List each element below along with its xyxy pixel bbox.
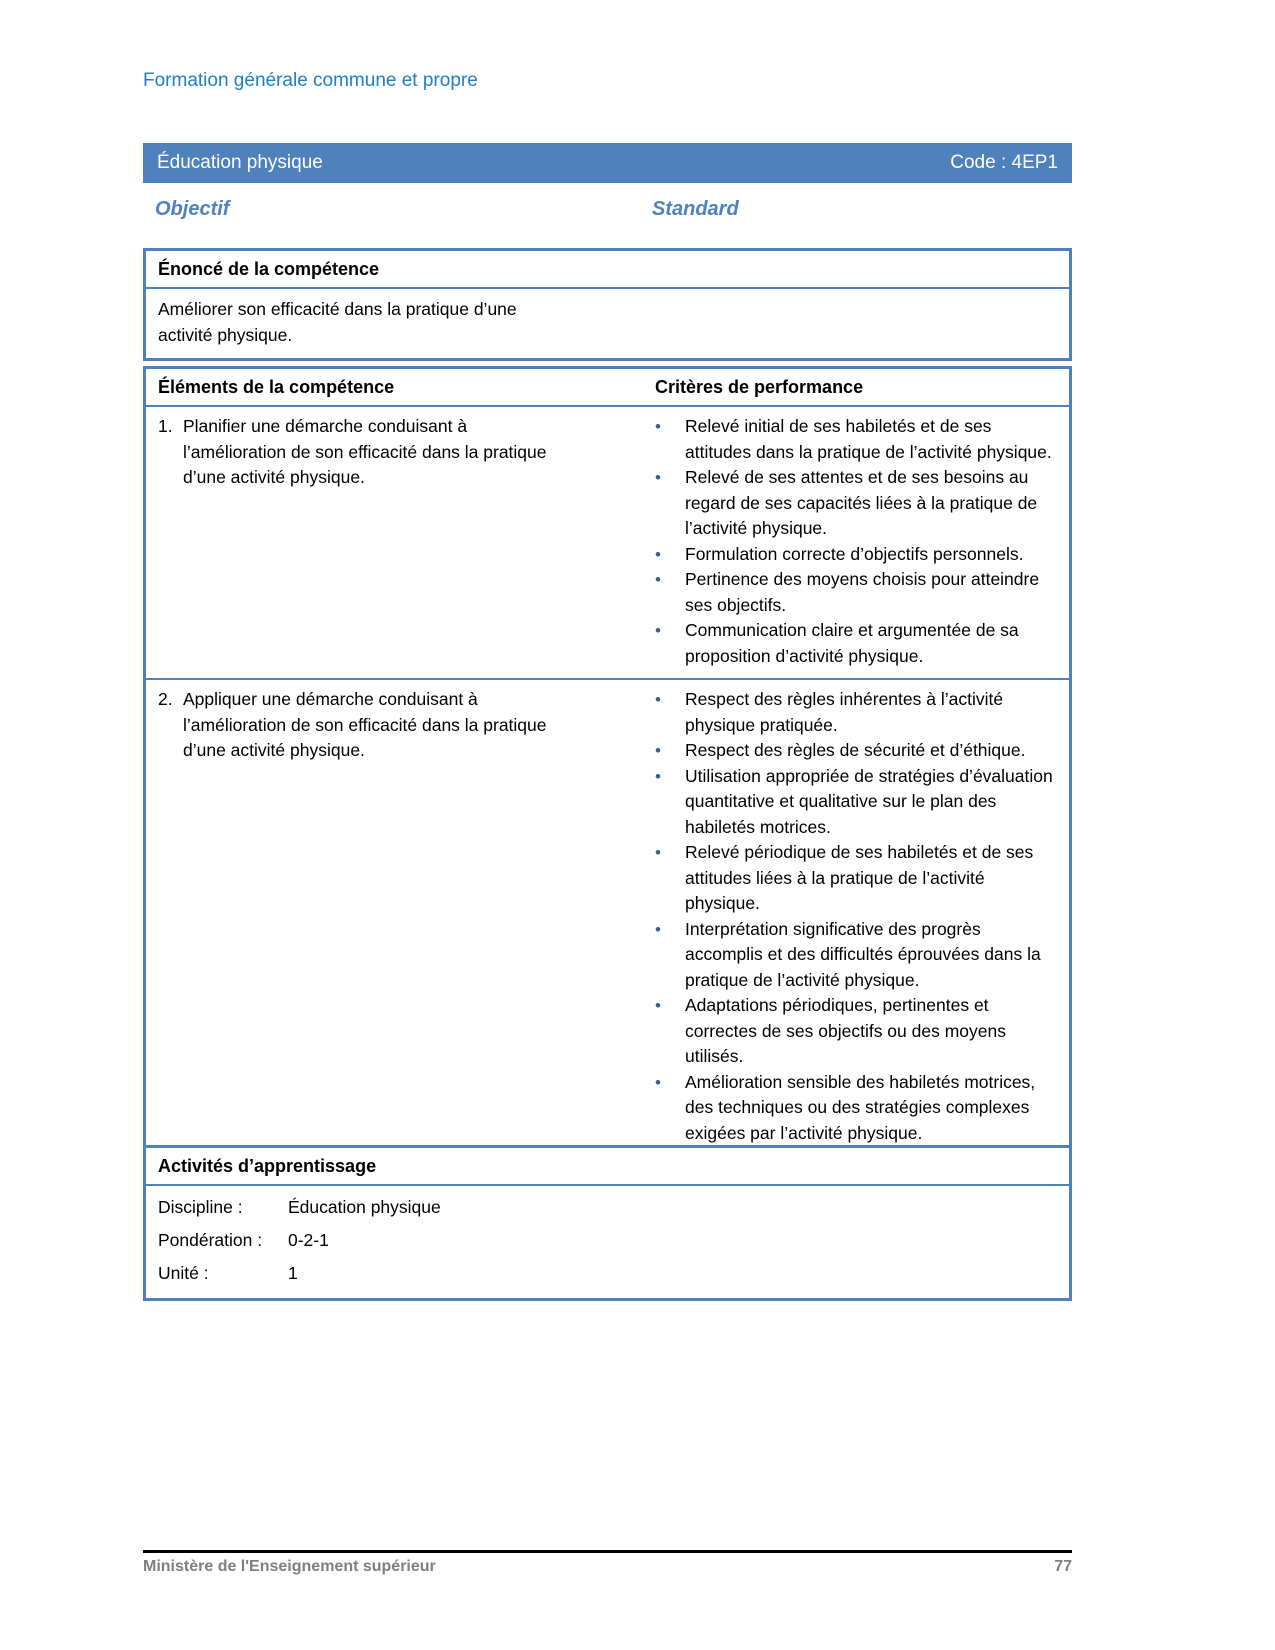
- criteria-item: [655, 840, 1063, 917]
- criteria-text: Formulation correcte d’objectifs personnels.: [685, 543, 1024, 564]
- element-text: Appliquer une démarche conduisant à l’amélioration de son efficacité dans la pratique d’une activité physique.: [183, 689, 547, 760]
- standard-heading: Standard: [652, 198, 739, 220]
- discipline-value: Éducation physique: [288, 1197, 441, 1217]
- page-footer: [143, 1550, 1072, 1576]
- activities-table: [143, 1145, 1072, 1301]
- elements-column-header: Éléments de la compétence: [158, 377, 395, 397]
- bullet-icon: •: [655, 996, 661, 1015]
- course-code: Code : 4EP1: [950, 152, 1058, 173]
- page-number: 77: [1054, 1558, 1072, 1575]
- criteria-text: Utilisation appropriée de stratégies d’évaluation quantitative et qualitative sur le plan des habiletés motrices.: [685, 765, 1053, 837]
- criteria-cell-1: [651, 414, 1069, 669]
- bullet-icon: •: [655, 468, 661, 487]
- criteria-item: [655, 567, 1063, 618]
- activities-header: Activités d’apprentissage: [146, 1148, 1069, 1186]
- competence-row-2: [146, 678, 1069, 1155]
- unite-value: 1: [288, 1263, 298, 1283]
- criteria-text: Adaptations périodiques, pertinentes et correctes de ses objectifs ou des moyens utilisés.: [685, 995, 1006, 1066]
- course-banner: [143, 143, 1072, 183]
- criteria-item: [655, 764, 1063, 841]
- criteria-text: Relevé initial de ses habiletés et de ses attitudes dans la pratique de l’activité physique.: [685, 416, 1052, 462]
- discipline-label: Discipline :: [158, 1197, 243, 1217]
- criteres-column-header: Critères de performance: [655, 377, 864, 397]
- criteria-text: Interprétation significative des progrès accomplis et des difficultés éprouvées dans la pratique de l’activité physique.: [685, 918, 1041, 990]
- element-cell-1: [146, 414, 651, 669]
- competence-row-1: [146, 407, 1069, 678]
- competence-table: [143, 366, 1072, 1158]
- bullet-icon: •: [655, 544, 661, 564]
- criteria-text: Communication claire et argumentée de sa proposition d’activité physique.: [685, 620, 1019, 666]
- criteria-list: [655, 687, 1063, 1146]
- activity-row-ponderation: [158, 1224, 1057, 1257]
- criteria-text: Relevé périodique de ses habiletés et de ses attitudes liées à la pratique de l’activité physique.: [685, 842, 1034, 913]
- enonce-body: Améliorer son efficacité dans la pratique d’une activité physique.: [158, 299, 517, 345]
- footer-ministry: Ministère de l'Enseignement supérieur: [143, 1558, 436, 1575]
- criteria-item: [655, 687, 1063, 738]
- criteria-item: [655, 738, 1063, 764]
- column-headings: [143, 198, 1072, 226]
- criteria-list: [655, 414, 1063, 669]
- criteria-text: Respect des règles de sécurité et d’éthique.: [685, 740, 1026, 760]
- ponderation-label: Pondération :: [158, 1230, 263, 1250]
- bullet-icon: •: [655, 843, 661, 862]
- criteria-item: [655, 917, 1063, 994]
- criteria-item: [655, 1070, 1063, 1147]
- criteria-text: Amélioration sensible des habiletés motrices, des techniques ou des stratégies complexes exigées par l’activité physique.: [685, 1071, 1036, 1143]
- enonce-table: [143, 248, 1072, 361]
- bullet-icon: •: [655, 690, 661, 709]
- element-cell-2: [146, 687, 651, 1146]
- criteria-item: [655, 414, 1063, 465]
- criteria-text: Relevé de ses attentes et de ses besoins au regard de ses capacités liées à la pratique de l’activité physique.: [685, 467, 1038, 538]
- enonce-header: Énoncé de la compétence: [146, 251, 1069, 289]
- criteria-text: Pertinence des moyens choisis pour atteindre ses objectifs.: [685, 569, 1040, 615]
- objectif-heading: Objectif: [155, 198, 230, 220]
- element-text: Planifier une démarche conduisant à l’amélioration de son efficacité dans la pratique d’une activité physique.: [183, 416, 547, 487]
- bullet-icon: •: [655, 919, 661, 939]
- criteria-cell-2: [651, 687, 1069, 1146]
- activities-body: [146, 1186, 1069, 1298]
- element-number: 1.: [158, 416, 173, 436]
- bullet-icon: •: [655, 621, 661, 640]
- criteria-item: [655, 618, 1063, 669]
- element-number: 2.: [158, 689, 173, 709]
- activity-row-unite: [158, 1257, 1057, 1290]
- course-title: Éducation physique: [157, 152, 323, 173]
- ponderation-value: 0-2-1: [288, 1230, 329, 1250]
- criteria-text: Respect des règles inhérentes à l’activité physique pratiquée.: [685, 689, 1004, 735]
- bullet-icon: •: [655, 570, 661, 589]
- competence-header-row: [146, 369, 1069, 407]
- bullet-icon: •: [655, 1072, 661, 1092]
- bullet-icon: •: [655, 417, 661, 436]
- running-header: Formation générale commune et propre: [143, 70, 478, 91]
- criteria-item: [655, 465, 1063, 542]
- activity-row-discipline: [158, 1191, 1057, 1224]
- criteria-item: [655, 993, 1063, 1070]
- bullet-icon: •: [655, 766, 661, 786]
- unite-label: Unité :: [158, 1263, 209, 1283]
- criteria-item: [655, 542, 1063, 568]
- bullet-icon: •: [655, 741, 661, 760]
